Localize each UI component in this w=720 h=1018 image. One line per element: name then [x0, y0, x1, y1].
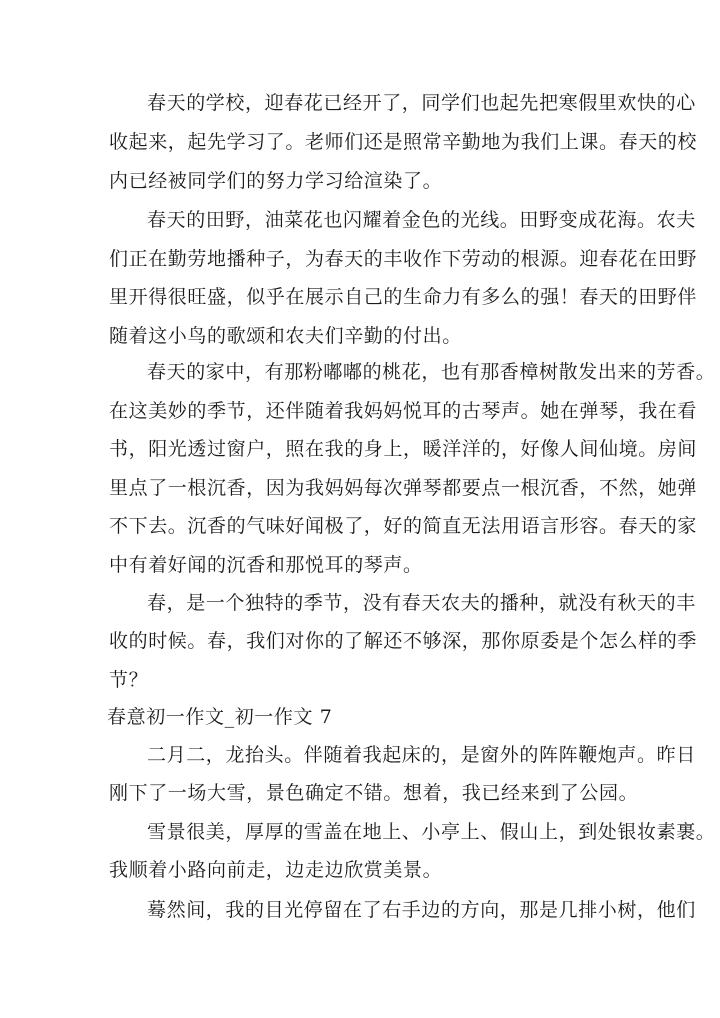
para2-line2: 们正在勤劳地播种子，为春天的丰收作下劳动的根源。迎春花在田野: [109, 248, 698, 270]
para2-line3: 里开得很旺盛，似乎在展示自己的生命力有多么的强！春天的田野伴: [109, 286, 698, 308]
para2-line4: 随着这小鸟的歌颂和农夫们辛勤的付出。: [109, 325, 462, 347]
para3-line5: 不下去。沉香的气味好闻极了，好的简直无法用语言形容。春天的家: [109, 515, 698, 537]
para3-line1: 春天的家中，有那粉嘟嘟的桃花，也有那香樟树散发出来的芳香。: [147, 361, 716, 383]
para3-line2: 在这美妙的季节，还伴随着我妈妈悦耳的古琴声。她在弹琴，我在看: [109, 400, 698, 422]
para4-line3: 节？: [109, 669, 149, 691]
para1-line3: 内已经被同学们的努力学习给渲染了。: [109, 170, 443, 192]
para5-line2: 刚下了一场大雪，景色确定不错。想着，我已经来到了公园。: [109, 782, 639, 804]
para6-line1: 雪景很美，厚厚的雪盖在地上、小亭上、假山上，到处银妆素裹。: [147, 821, 716, 843]
para4-line2: 收的时候。春，我们对你的了解还不够深，那你原委是个怎么样的季: [109, 630, 698, 652]
para2-line1: 春天的田野，油菜花也闪耀着金色的光线。田野变成花海。农夫: [147, 209, 696, 231]
para1-line2: 收起来，起先学习了。老师们还是照常辛勤地为我们上课。春天的校: [109, 131, 698, 153]
para4-line1: 春，是一个独特的季节，没有春天农夫的播种，就没有秋天的丰: [147, 592, 696, 614]
para3-line3: 书，阳光透过窗户，照在我的身上，暖洋洋的，好像人间仙境。房间: [109, 438, 698, 460]
para5-line1: 二月二，龙抬头。伴随着我起床的，是窗外的阵阵鞭炮声。昨日: [147, 744, 696, 766]
para3-line6: 中有着好闻的沉香和那悦耳的琴声。: [109, 554, 423, 576]
para1-line1: 春天的学校，迎春花已经开了，同学们也起先把寒假里欢快的心: [147, 92, 696, 114]
para6-line2: 我顺着小路向前走，边走边欣赏美景。: [109, 859, 443, 881]
section-heading: 春意初一作文_初一作文 7: [107, 706, 333, 728]
para3-line4: 里点了一根沉香，因为我妈妈每次弹琴都要点一根沉香，不然，她弹: [109, 477, 698, 499]
para7-line1: 蓦然间，我的目光停留在了右手边的方向，那是几排小树，他们: [147, 899, 696, 921]
